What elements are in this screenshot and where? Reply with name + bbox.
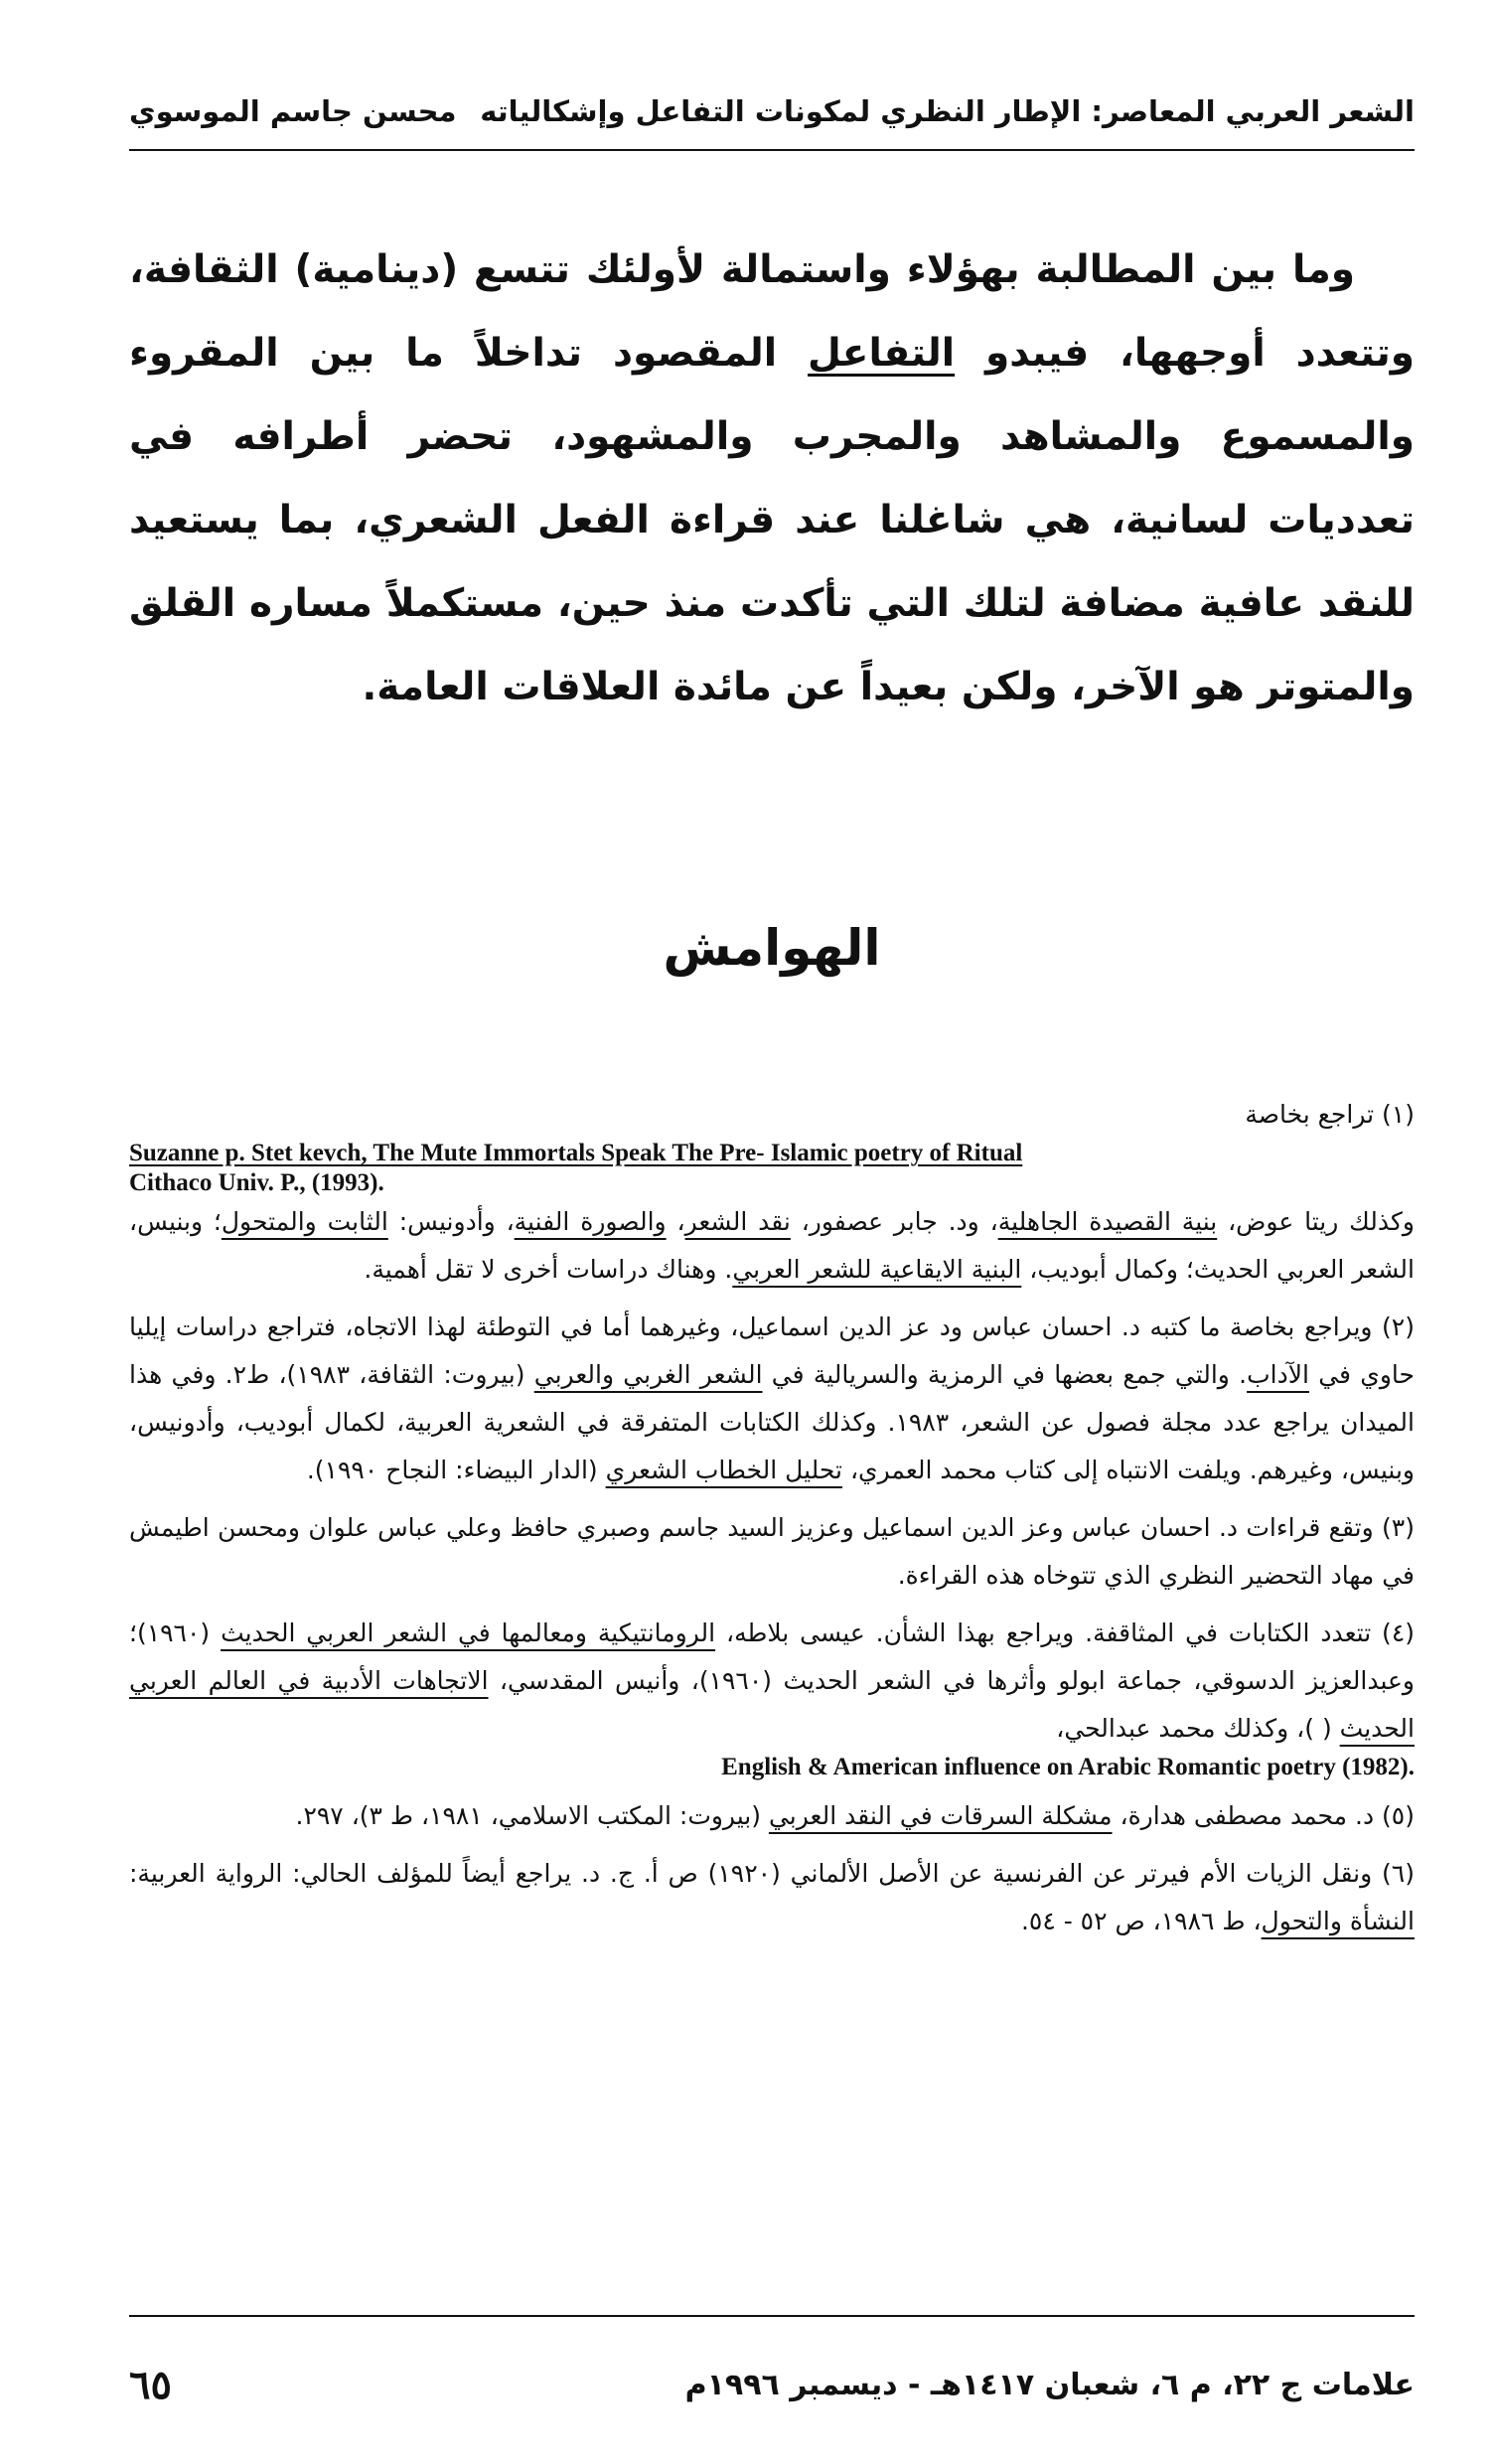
- cited-title: النشأة والتحول: [1261, 1907, 1415, 1935]
- footnote-6: [129, 1850, 1415, 1945]
- body-text-segment: وما بين المطالبة بهؤلاء واستمالة لأولئك تتسع (دينامية) الثقافة، وتتعدد أوجهها، فيبدو: [129, 247, 1415, 376]
- footnote-1: [129, 1091, 1415, 1294]
- paragraph-1: [129, 229, 1415, 729]
- header-author: محسن جاسم الموسوي: [129, 94, 457, 128]
- cited-title: بنية القصيدة الجاهلية: [997, 1207, 1218, 1236]
- cited-title: الاتجاهات الأدبية في العالم العربي الحديث: [129, 1666, 1415, 1743]
- footnote-number: (٥): [1382, 1801, 1415, 1830]
- footnote-3: [129, 1504, 1415, 1600]
- footnote-latin-ref: English & American influence on Arabic Romantic poetry (1982).: [721, 1754, 1415, 1780]
- footnote-text: (١٩٦٠)؛ وعبدالعزيز الدسوقي، جماعة ابولو وأثرها في الشعر الحديث (١٩٦٠)، وأنيس المقدسي،: [129, 1618, 1415, 1695]
- cited-title: الآداب: [1247, 1360, 1309, 1389]
- footnote-text: . وهناك دراسات أخرى لا تقل أهمية.: [364, 1255, 733, 1284]
- footer-rule: [129, 2315, 1415, 2317]
- cited-title: الرومانتيكية ومعالمها في الشعر العربي الحديث: [221, 1618, 716, 1647]
- footnote-text: ، ود. جابر عصفور،: [790, 1207, 998, 1236]
- footnote-latin-ref: [129, 1139, 1415, 1198]
- footnote-2: [129, 1304, 1415, 1494]
- footnote-text: ، وأدونيس:: [387, 1207, 515, 1236]
- footnote-text: . والتي جمع بعضها في الرمزية والسريالية في: [762, 1360, 1248, 1389]
- footnote-text: ؛ وبنيس، الشعر العربي الحديث؛ وكمال أبوديب،: [129, 1207, 1415, 1284]
- footnote-text: (الدار البيضاء: النجاح ١٩٩٠).: [306, 1456, 606, 1484]
- latin-ref-publisher: Cithaco Univ. P., (1993).: [129, 1169, 384, 1196]
- footnote-text: وكذلك ريتا عوض،: [1217, 1207, 1415, 1236]
- footnote-number: (١): [1382, 1100, 1415, 1129]
- footnote-4: [129, 1610, 1415, 1782]
- footnote-number: (٦): [1382, 1859, 1415, 1888]
- latin-ref-title: Suzanne p. Stet kevch, The Mute Immortals Speak The Pre- Islamic poetry of Ritual: [129, 1140, 1023, 1166]
- footnote-text: د. محمد مصطفى هدارة،: [1112, 1801, 1383, 1830]
- cited-title: تحليل الخطاب الشعري: [605, 1456, 843, 1484]
- cited-title: مشكلة السرقات في النقد العربي: [768, 1801, 1113, 1830]
- footnote-number: (٢): [1382, 1312, 1415, 1341]
- footnote-text: ، ط ١٩٨٦، ص ٥٢ - ٥٤.: [1020, 1907, 1262, 1935]
- body-text-segment: المقصود تداخلاً ما بين المقروء والمسموع والمشاهد والمجرب والمشهود، تحضر أطرافه في تعدديات لسانية، هي شاغلنا عند قراءة الفعل الشعري، بما يستعيد للنقد عافية مضافة لتلك التي تأكدت منذ حين، مستكملاً مساره القلق والمتوتر هو الآخر، ولكن بعيداً عن مائدة العلاقات العامة.: [129, 331, 1415, 709]
- running-header: [129, 81, 1415, 141]
- cited-title: البنية الايقاعية للشعر العربي: [732, 1255, 1022, 1284]
- cited-title: والصورة الفنية: [514, 1207, 667, 1236]
- footnote-text: (بيروت: الثقافة، ١٩٨٣)، ط٢. وفي هذا الميدان يراجع عدد مجلة فصول عن الشعر، ١٩٨٣. وكذلك الكتابات المتفرقة في الشعرية العربية، لكمال أبوديب، وأدونيس، وبنيس، وغيرهم. ويلفت الانتباه إلى كتاب محمد العمري،: [129, 1360, 1415, 1484]
- section-title-footnotes: الهوامش: [663, 919, 881, 977]
- footnote-text: ،: [666, 1207, 685, 1236]
- footnote-text: ونقل الزيات الأم فيرتر عن الفرنسية عن الأصل الألماني (١٩٢٠) ص أ. ج. د. يراجع أيضاً للمؤلف الحالي: الرواية العربية:: [129, 1859, 1383, 1888]
- footnote-text: وتقع قراءات د. احسان عباس وعز الدين اسماعيل وعزيز السيد جاسم وصبري حافظ وعلي عباس علوان ومحسن اطيمش في مهاد التحضير النظري الذي تتوخاه هذه القراءة.: [129, 1513, 1415, 1590]
- footnote-number: (٤): [1382, 1618, 1416, 1647]
- footnote-text: (بيروت: المكتب الاسلامي، ١٩٨١، ط ٣)، ٢٩٧.: [295, 1801, 769, 1830]
- footnote-number: (٣): [1382, 1513, 1415, 1542]
- footnote-text: ويراجع بخاصة ما كتبه د. احسان عباس ود عز الدين اسماعيل، وغيرهما أما في التوطئة لهذا الاتجاه، فتراجع دراسات إيليا حاوي في: [129, 1312, 1415, 1389]
- footnote-text: ( )، وكذلك محمد عبدالحي،: [1056, 1714, 1340, 1743]
- footnotes: [129, 1091, 1415, 1955]
- page-footer: [129, 2350, 1415, 2419]
- body-paragraph: [129, 229, 1415, 729]
- cited-title: الثابت والمتحول: [221, 1207, 388, 1236]
- underlined-term: التفاعل: [808, 331, 956, 376]
- footnote-text: تراجع بخاصة: [1245, 1100, 1383, 1129]
- header-rule: [129, 149, 1415, 151]
- footnote-5: [129, 1792, 1415, 1840]
- cited-title: الشعر الغربي والعربي: [533, 1360, 763, 1389]
- header-title: الشعر العربي المعاصر: الإطار النظري لمكونات التفاعل وإشكالياته: [480, 94, 1415, 128]
- journal-citation: علامات ج ٢٢، م ٦، شعبان ١٤١٧هـ - ديسمبر ١٩٩٦م: [684, 2367, 1415, 2402]
- page-number: ٦٥: [129, 2361, 172, 2408]
- footnote-text: تتعدد الكتابات في المثاقفة. ويراجع بهذا الشأن. عيسى بلاطه،: [715, 1618, 1383, 1647]
- cited-title: نقد الشعر: [684, 1207, 791, 1236]
